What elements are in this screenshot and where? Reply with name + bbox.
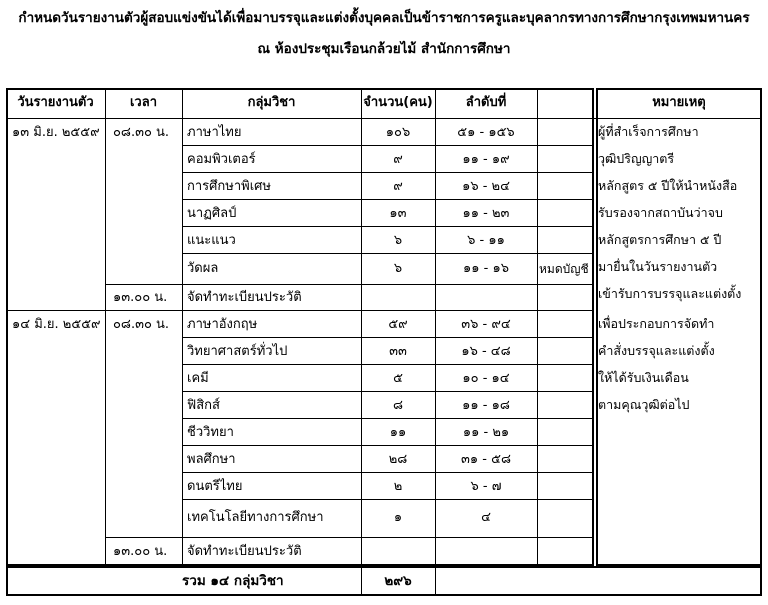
row-line bbox=[182, 472, 594, 473]
day1-time-morning: ๐๘.๓๐ น. bbox=[113, 125, 170, 140]
header-remarks: หมายเหตุ bbox=[652, 95, 706, 110]
day2-time-morning: ๐๘.๓๐ น. bbox=[113, 317, 170, 332]
remarks-line: ผู้ที่สำเร็จการศึกษา bbox=[598, 124, 699, 139]
remarks-line: เพื่อประกอบการจัดทำ bbox=[598, 316, 715, 331]
day1-count: ๙ bbox=[393, 152, 403, 167]
day1-rank: ๑๖ - ๒๔ bbox=[462, 179, 510, 194]
day1-afternoon-task: จัดทำทะเบียนประวัติ bbox=[187, 290, 302, 305]
total-count: ๒๙๖ bbox=[384, 573, 412, 589]
total-divider-2 bbox=[435, 566, 436, 596]
row-line bbox=[182, 337, 594, 338]
day2-rank: ๑๑ - ๒๑ bbox=[462, 425, 510, 440]
remarks-line: วุฒิปริญญาตรี bbox=[598, 151, 675, 166]
day1-subject: คอมพิวเตอร์ bbox=[187, 152, 256, 167]
row-line bbox=[105, 284, 594, 285]
day2-count: ๕ bbox=[393, 371, 403, 386]
header-time: เวลา bbox=[129, 95, 157, 110]
day1-rank: ๑๑ - ๑๖ bbox=[463, 261, 509, 276]
day2-rank: ๑๑ - ๑๘ bbox=[462, 398, 510, 413]
row-line bbox=[182, 499, 594, 500]
remarks-line: คำสั่งบรรจุและแต่งตั้ง bbox=[598, 343, 715, 358]
day1-subject: ภาษาไทย bbox=[187, 125, 242, 140]
day2-subject: ชีววิทยา bbox=[187, 425, 234, 440]
day1-subject: แนะแนว bbox=[187, 233, 236, 248]
row-line bbox=[182, 226, 594, 227]
day1-extra-note: หมดบัญชี bbox=[539, 262, 589, 276]
day2-rank: ๑๐ - ๑๔ bbox=[462, 371, 510, 386]
remarks-line: รับรองจากสถาบันว่าจบ bbox=[598, 205, 723, 220]
header-subject: กลุ่มวิชา bbox=[247, 95, 296, 110]
day-divider bbox=[6, 310, 594, 311]
row-line bbox=[182, 364, 594, 365]
day2-subject: ภาษาอังกฤษ bbox=[187, 317, 258, 332]
day1-rank: ๑๑ - ๑๙ bbox=[462, 152, 510, 167]
row-line bbox=[182, 145, 594, 146]
day1-date: ๑๓ มิ.ย. ๒๕๕๙ bbox=[12, 125, 100, 140]
document-subtitle: ณ ห้องประชุมเรือนกล้วยไม้ สำนักการศึกษา bbox=[257, 41, 511, 57]
header-date: วันรายงานตัว bbox=[17, 95, 94, 110]
remarks-line: ให้ได้รับเงินเดือน bbox=[598, 370, 689, 385]
day2-count: ๒ bbox=[393, 479, 403, 494]
day1-subject: การศึกษาพิเศษ bbox=[187, 179, 271, 194]
day2-subject: ฟิสิกส์ bbox=[187, 398, 220, 413]
day2-count: ๓๓ bbox=[389, 344, 407, 359]
remarks-line: ตามคุณวุฒิต่อไป bbox=[598, 397, 690, 412]
day1-count: ๙ bbox=[393, 179, 403, 194]
remarks-line: เข้ารับการบรรจุและแต่งตั้ง bbox=[598, 286, 742, 301]
day1-count: ๖ bbox=[393, 233, 403, 248]
day2-subject: วิทยาศาสตร์ทั่วไป bbox=[187, 344, 288, 359]
day1-count: ๑๓ bbox=[389, 206, 407, 221]
remarks-line: หลักสูตรการศึกษา ๕ ปี bbox=[598, 232, 722, 247]
day2-count: ๘ bbox=[392, 398, 404, 413]
col-divider-date bbox=[105, 88, 106, 566]
header-divider bbox=[6, 118, 762, 119]
col-divider-rank bbox=[537, 88, 538, 566]
day2-count: ๒๘ bbox=[388, 452, 408, 467]
day2-rank: ๔ bbox=[481, 510, 491, 525]
remarks-line: มายื่นในวันรายงานตัว bbox=[598, 259, 718, 274]
day2-count: ๑๑ bbox=[389, 425, 407, 440]
day2-afternoon-task: จัดทำทะเบียนประวัติ bbox=[187, 544, 302, 559]
day1-subject: นาฏศิลป์ bbox=[187, 206, 237, 221]
row-line bbox=[182, 391, 594, 392]
remarks-line: หลักสูตร ๕ ปีให้นำหนังสือ bbox=[598, 178, 738, 193]
day2-subject: ดนตรีไทย bbox=[187, 479, 243, 494]
schedule-table bbox=[6, 88, 762, 596]
day2-rank: ๓๑ - ๕๘ bbox=[461, 452, 511, 467]
col-divider-time bbox=[182, 88, 183, 566]
header-count: จำนวน(คน) bbox=[363, 95, 433, 110]
day2-count: ๕๙ bbox=[388, 317, 408, 332]
day1-subject: วัดผล bbox=[187, 261, 219, 276]
row-line bbox=[182, 418, 594, 419]
day2-time-afternoon: ๑๓.๐๐ น. bbox=[113, 544, 168, 559]
day1-count: ๑๐๖ bbox=[385, 125, 411, 140]
day2-date: ๑๔ มิ.ย. ๒๕๕๙ bbox=[12, 317, 101, 332]
total-label: รวม ๑๔ กลุ่มวิชา bbox=[182, 573, 284, 589]
row-line bbox=[182, 253, 594, 254]
day2-rank: ๓๖ - ๙๔ bbox=[461, 317, 511, 332]
row-line bbox=[182, 445, 594, 446]
day2-count: ๑ bbox=[393, 510, 403, 525]
row-line bbox=[182, 172, 594, 173]
day2-rank: ๑๖ - ๔๘ bbox=[461, 344, 511, 359]
day2-subject: เทคโนโลยีทางการศึกษา bbox=[187, 510, 324, 525]
day1-rank: ๖ - ๑๑ bbox=[467, 233, 505, 248]
day1-rank: ๕๑ - ๑๕๖ bbox=[457, 125, 515, 140]
day1-count: ๖ bbox=[393, 261, 403, 276]
day2-subject: เคมี bbox=[187, 371, 209, 386]
header-rank: ลำดับที่ bbox=[465, 95, 507, 110]
document-title: กำหนดวันรายงานตัวผู้สอบแข่งขันได้เพื่อมาบรรจุและแต่งตั้งบุคคลเป็นข้าราชการครูและบุคลากรทางการศึกษากรุงเทพมหานคร bbox=[18, 10, 750, 26]
row-line bbox=[105, 537, 594, 538]
day2-subject: พลศึกษา bbox=[187, 452, 236, 467]
day1-rank: ๑๑ - ๒๓ bbox=[462, 206, 510, 221]
day1-time-afternoon: ๑๓.๐๐ น. bbox=[113, 290, 168, 305]
day2-rank: ๖ - ๗ bbox=[470, 479, 502, 494]
row-line bbox=[182, 199, 594, 200]
